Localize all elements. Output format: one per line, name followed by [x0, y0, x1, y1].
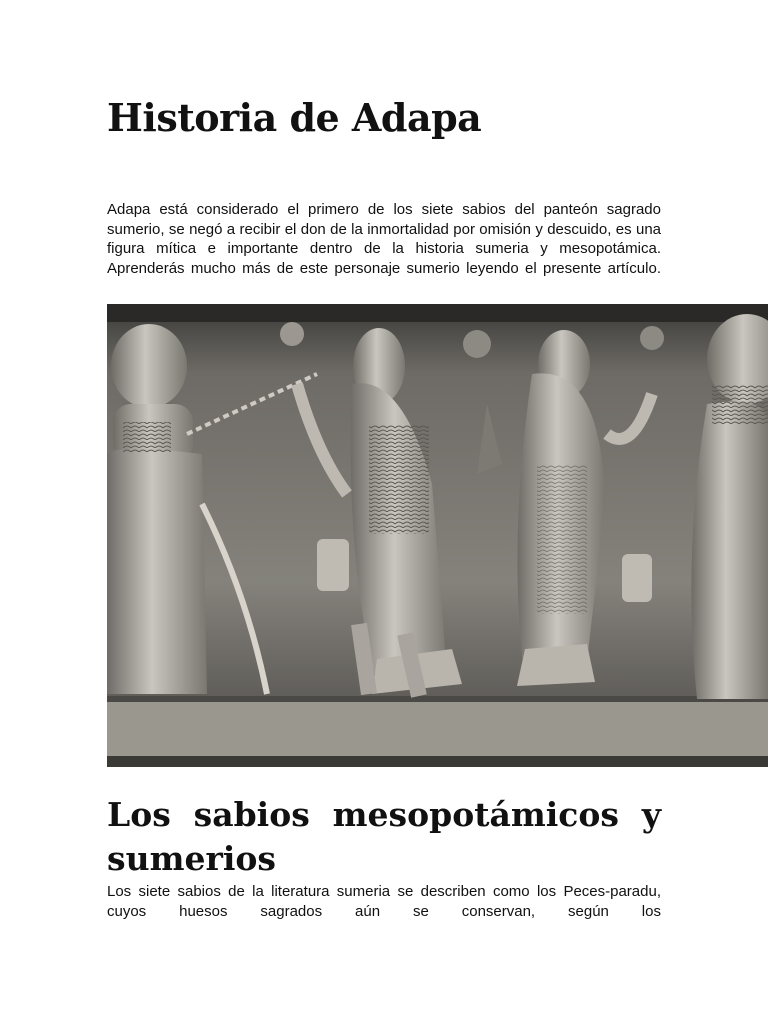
section-paragraph: Los siete sabios de la literatura sumeria se describen como los Peces-paradu, cuyos huesos sagrados aún se conservan, según los	[107, 883, 661, 920]
document-title: Historia de Adapa	[107, 95, 482, 140]
relief-ground	[107, 699, 768, 759]
section-heading: Los sabios mesopotámicos y sumerios	[107, 795, 661, 878]
assyrian-relief-photo	[107, 304, 768, 767]
intro-paragraph: Adapa está considerado el primero de los siete sabios del panteón sagrado sumerio, se negó a recibir el don de la inmortalidad por omisión y descuido, es una figura mítica e importante dentro de la historia sumeria y mesopotámica. Aprenderás mucho más de este personaje sumerio leyendo el presente artículo.	[107, 201, 661, 277]
